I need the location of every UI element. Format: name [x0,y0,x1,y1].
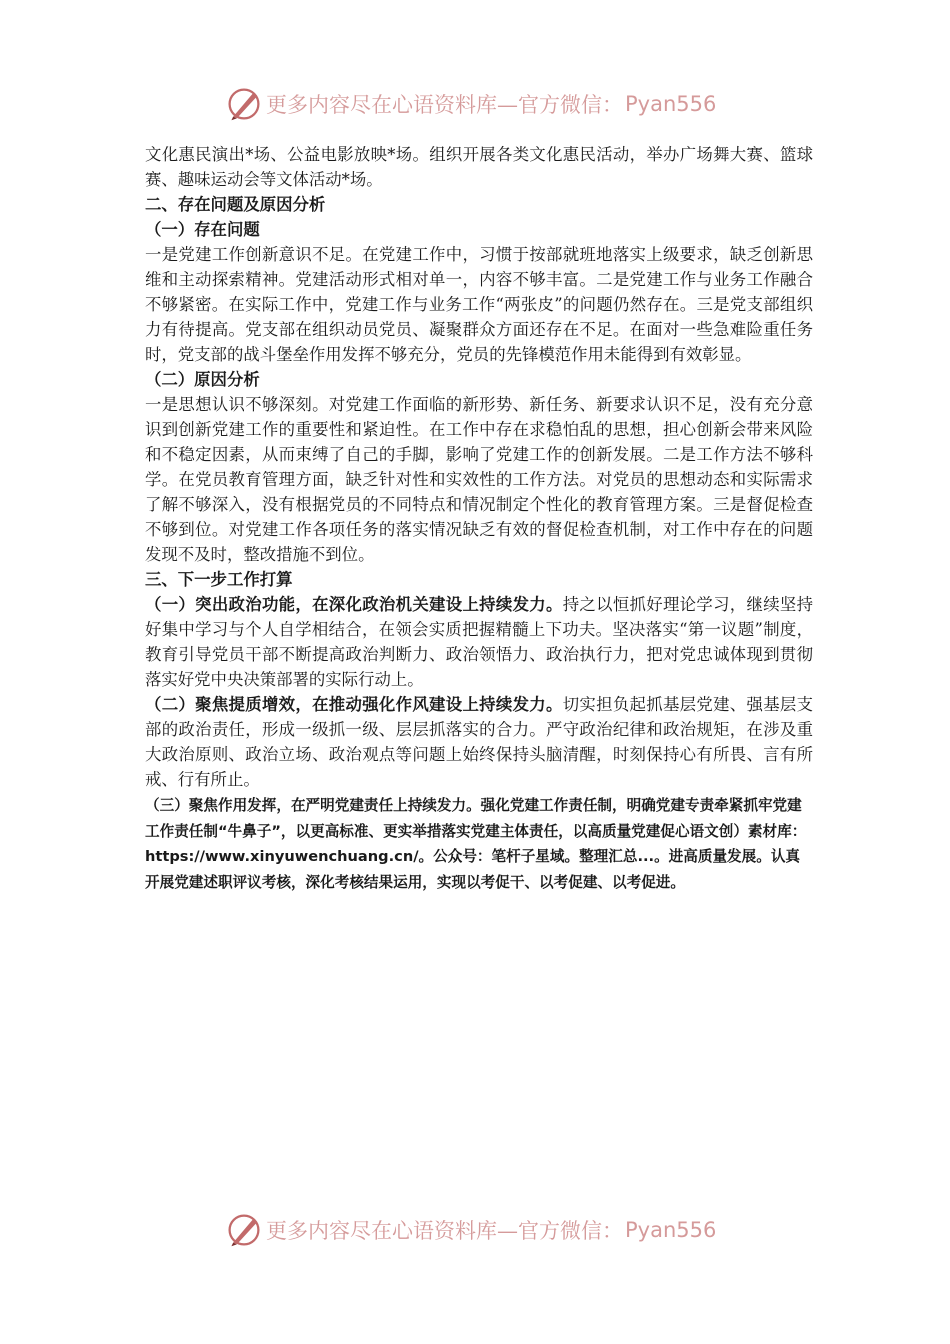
paragraph-plan-2 [145,692,813,792]
section-heading-2: 二、存在问题及原因分析 [145,195,326,214]
document-body [145,142,813,895]
banner-text: 更多内容尽在心语资料库—官方微信： [266,1219,623,1243]
banner-text: 更多内容尽在心语资料库—官方微信： [266,93,623,117]
subheading-problems: （一）存在问题 [145,220,260,239]
banner-wechat-id: Pyan556 [625,92,717,116]
header-banner [226,84,716,124]
plan-1-text: 持之以恒抓好理论学习，继续坚持好集中学习与个人自学相结合，在领会实质把握精髓上下功夫。坚决落实“第一议题”制度，教育引导党员干部不断提高政治判断力、政治领悟力、政治执行力，把对党忠诚体现到贯彻落实好党中央决策部署的实际行动上。 [145,595,814,689]
banner-wechat-id: Pyan556 [625,1218,717,1242]
paragraph-plan-1 [145,592,813,692]
paragraph-plan-3: （三）聚焦作用发挥，在严明党建责任上持续发力。强化党建工作责任制，明确党建专责牵紧抓牢党建工作责任制“牛鼻子”，以更高标准、更实举措落实党建主体责任，以高质量党建促心语文创）素材库：https://www.xinyuwenchuang.cn/。公众号：笔杆子星域。整理汇总...。进高质量发展。认真开展党建述职评议考核，深化考核结果运用，实现以考促干、以考促建、以考促进。 [145,797,807,891]
paragraph-problems: 一是党建工作创新意识不足。在党建工作中，习惯于按部就班地落实上级要求，缺乏创新思维和主动探索精神。党建活动形式相对单一，内容不够丰富。二是党建工作与业务工作融合不够紧密。在实际工作中，党建工作与业务工作“两张皮”的问题仍然存在。三是党支部组织力有待提高。党支部在组织动员党员、凝聚群众方面还存在不足。在面对一些急难险重任务时，党支部的战斗堡垒作用发挥不够充分，党员的先锋模范作用未能得到有效彰显。 [145,245,813,364]
section-heading-3: 三、下一步工作打算 [145,570,293,589]
pen-logo-icon [226,1212,262,1248]
footer-banner [226,1210,716,1250]
paragraph-causes: 一是思想认识不够深刻。对党建工作面临的新形势、新任务、新要求认识不足，没有充分意识到创新党建工作的重要性和紧迫性。在工作中存在求稳怕乱的思想，担心创新会带来风险和不稳定因素，从而束缚了自己的手脚，影响了党建工作的创新发展。二是工作方法不够科学。在党员教育管理方面，缺乏针对性和实效性的工作方法。对党员的思想动态和实际需求了解不够深入，没有根据党员的不同特点和情况制定个性化的教育管理方案。三是督促检查不够到位。对党建工作各项任务的落实情况缺乏有效的督促检查机制，对工作中存在的问题发现不及时，整改措施不到位。 [145,395,813,564]
pen-logo-icon [226,86,262,122]
plan-2-lead: （二）聚焦提质增效，在推动强化作风建设上持续发力。 [145,695,563,714]
paragraph-1: 文化惠民演出*场、公益电影放映*场。组织开展各类文化惠民活动，举办广场舞大赛、篮球赛、趣味运动会等文体活动*场。 [145,145,813,189]
plan-2-text: 切实担负起抓基层党建、强基层支部的政治责任，形成一级抓一级、层层抓落实的合力。严守政治纪律和政治规矩，在涉及重大政治原则、政治立场、政治观点等问题上始终保持头脑清醒，时刻保持心有所畏、言有所戒、行有所止。 [145,695,814,789]
plan-1-lead: （一）突出政治功能，在深化政治机关建设上持续发力。 [145,595,563,614]
subheading-causes: （二）原因分析 [145,370,260,389]
